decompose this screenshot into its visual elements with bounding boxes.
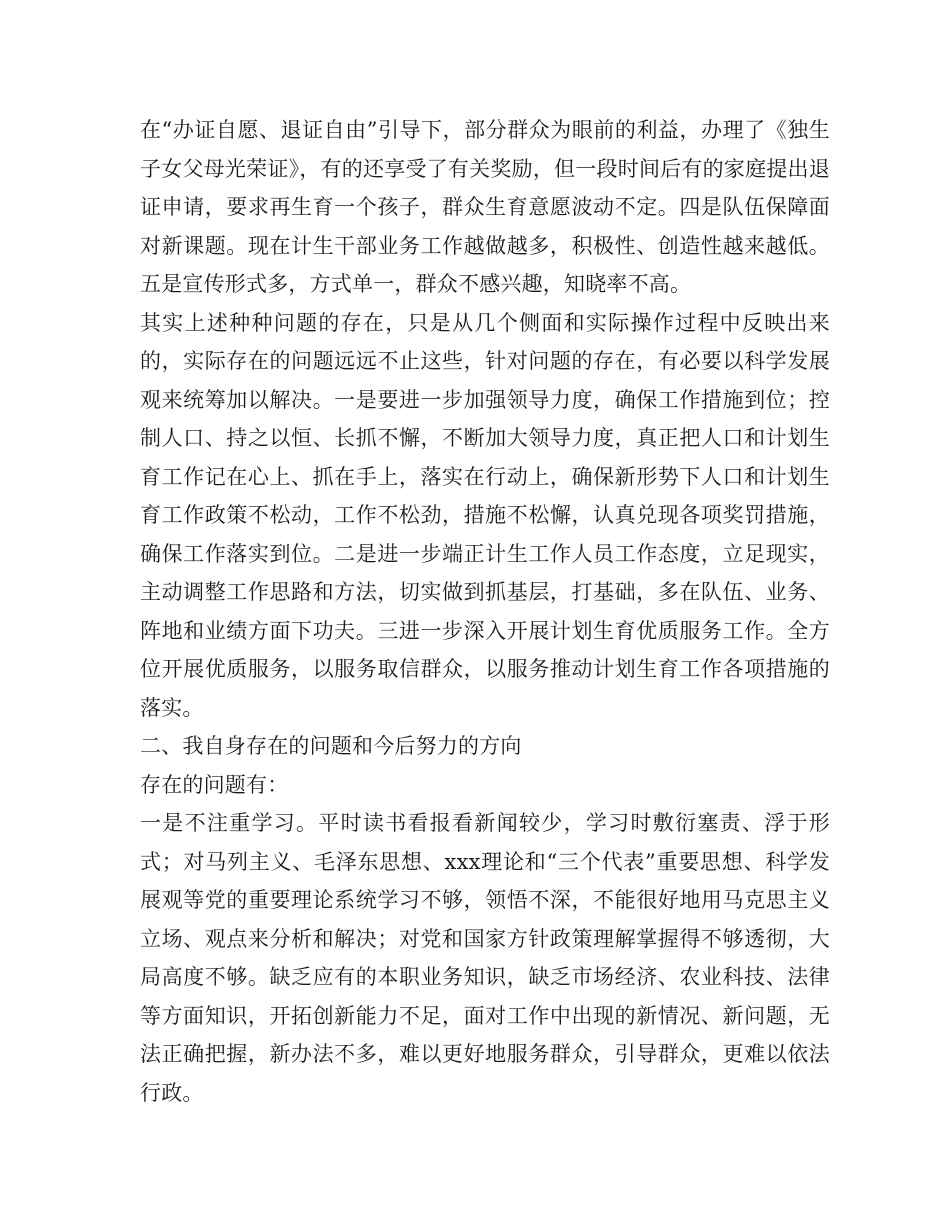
document-body	[140, 111, 830, 1112]
paragraph-problems-continued: 在“办证自愿、退证自由”引导下，部分群众为眼前的利益，办理了《独生子女父母光荣证》，有的还享受了有关奖励，但一段时间后有的家庭提出退证申请，要求再生育一个孩子，群众生育意愿波动不定。四是队伍保障面对新课题。现在计生干部业务工作越做越多，积极性、创造性越来越低。五是宣传形式多，方式单一，群众不感兴趣，知晓率不高。	[140, 118, 830, 296]
section-heading-self-problems: 二、我自身存在的问题和今后努力的方向	[140, 734, 522, 758]
paragraph-solutions: 其实上述种种问题的存在，只是从几个侧面和实际操作过程中反映出来的，实际存在的问题远远不止这些，针对问题的存在，有必要以科学发展观来统筹加以解决。一是要进一步加强领导力度，确保工作措施到位；控制人口、持之以恒、长抓不懈，不断加大领导力度，真正把人口和计划生育工作记在心上、抓在手上，落实在行动上，确保新形势下人口和计划生育工作政策不松动，工作不松劲，措施不松懈，认真兑现各项奖罚措施，确保工作落实到位。二是进一步端正计生工作人员工作态度，立足现实，主动调整工作思路和方法，切实做到抓基层，打基础，多在队伍、业务、阵地和业绩方面下功夫。三进一步深入开展计划生育优质服务工作。全方位开展优质服务，以服务取信群众，以服务推动计划生育工作各项措施的落实。	[140, 310, 830, 720]
paragraph-not-studying: 一是不注重学习。平时读书看报看新闻较少，学习时敷衍塞责、浮于形式；对马列主义、毛泽东思想、xxx理论和“三个代表”重要思想、科学发展观等党的重要理论系统学习不够，领悟不深，不能很好地用马克思主义立场、观点来分析和解决；对党和国家方针政策理解掌握得不够透彻，大局高度不够。缺乏应有的本职业务知识，缺乏市场经济、农业科技、法律等方面知识，开拓创新能力不足，面对工作中出现的新情况、新问题，无法正确把握，新办法不多，难以更好地服务群众，引导群众，更难以依法行政。	[140, 811, 830, 1105]
subheading-existing-problems: 存在的问题有：	[140, 772, 289, 797]
